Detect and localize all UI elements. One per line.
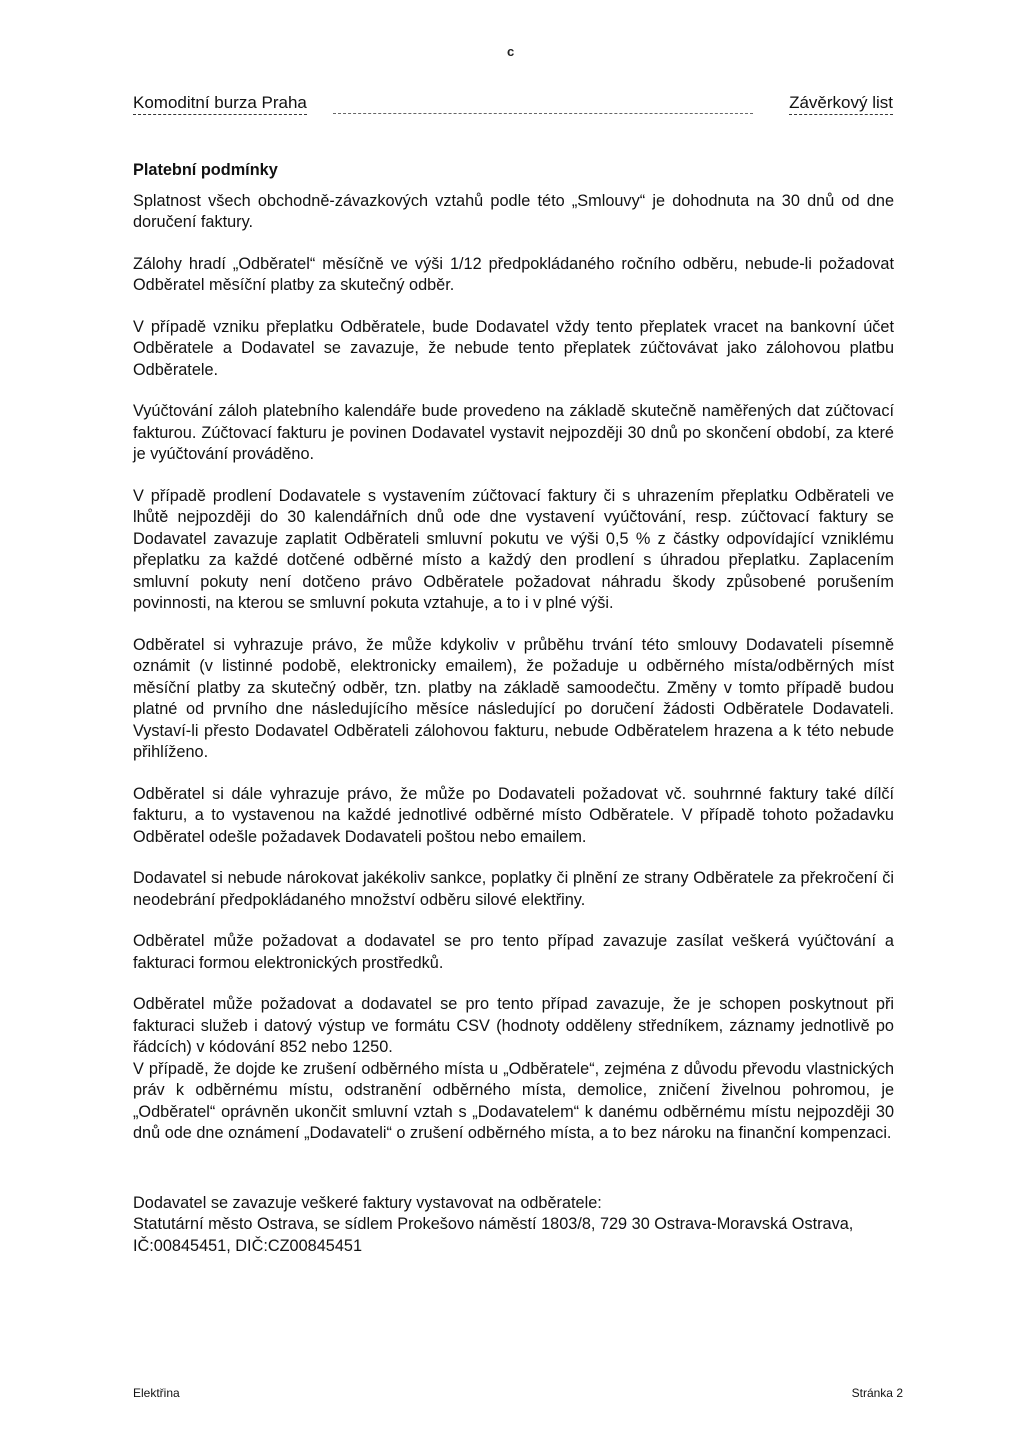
header-left-title: Komoditní burza Praha [133, 93, 307, 115]
paragraph-penalty: V případě prodlení Dodavatele s vystavením zúčtovací faktury či s uhrazením přeplatku Odběrateli ve lhůtě nejpozději do 30 kalendářních dnů ode dne vystavení vyúčtování, resp. zúčtovací faktury se Dodavatel zavazuje zaplatit Odběrateli smluvní pokutu ve výši 0,5 % z částky odpovídající vzniklému přeplatku za každé dotčené odběrné místo a každý den prodlení s úhradou přeplatku. Zaplacením smluvní pokuty není dotčeno právo Odběratele požadovat náhradu škody způsobené porušením povinnosti, na kterou se smluvní pokuta vztahuje, a to i v plné výši. [133, 486, 894, 612]
paragraph-termination: V případě, že dojde ke zrušení odběrného místa u „Odběratele“, zejména z důvodu převodu vlastnických práv k odběrnému místu, odstranění odběrného místa, demolice, zničení živelnou pohromou, je „Odběratel“ oprávněn ukončit smluvní vztah s „Dodavatelem“ k danému odběrnému místu nejpozději 30 dnů ode dne oznámení „Dodavateli“ o zrušení odběrného místa, a to bez nároku na finanční kompenzaci. [133, 1059, 894, 1142]
paragraph-overpayment: V případě vzniku přeplatku Odběratele, bude Dodavatel vždy tento přeplatek vracet na bankovní účet Odběratele a Dodavatel se zavazuje, že nebude tento přeplatek zúčtovávat jako zálohovou platbu Odběratele. [133, 317, 894, 379]
paragraph-monthly-payments: Odběratel si vyhrazuje právo, že může kdykoliv v průběhu trvání této smlouvy Dodavateli písemně oznámit (v listinné podobě, elektronicky emailem), že požaduje u odběrného místa/odběrných míst měsíční platby za skutečný odběr, tzn. platby na základě samoodečtu. Změny v tomto případě budou platné od prvního dne následujícího měsíce následující po doručení žádosti Odběratele Dodavateli. Vystaví-li přesto Dodavatel Odběrateli zálohovou fakturu, nebude Odběratelem hrazena a k této nebude přihlíženo. [133, 635, 894, 761]
paragraph-advances: Zálohy hradí „Odběratel“ měsíčně ve výši 1/12 předpokládaného ročního odběru, nebude-li požadovat Odběratel měsíční platby za skutečný odběr. [133, 254, 894, 294]
paragraph-billing: Vyúčtování záloh platebního kalendáře bude provedeno na základě skutečně naměřených dat zúčtovací fakturou. Zúčtovací fakturu je povinen Dodavatel vystavit nejpozději 30 dnů po skončení období, za které je vyúčtování prováděno. [133, 402, 894, 463]
paragraph-electronic-billing: Odběratel může požadovat a dodavatel se pro tento případ zavazuje zasílat veškerá vyúčtování a fakturaci formou elektronických prostředků. [133, 932, 894, 972]
paragraph-csv-output: Odběratel může požadovat a dodavatel se pro tento případ zavazuje, že je schopen poskytnout při fakturaci služeb i datový výstup ve formátu CSV (hodnoty odděleny středníkem, záznamy jednotlivě po řádcích) v kódování 852 nebo 1250. [133, 995, 894, 1056]
invoice-intro: Dodavatel se zavazuje veškeré faktury vystavovat na odběratele: [133, 1193, 602, 1212]
footer-left: Elektřina [133, 1386, 180, 1400]
footer-page-number: Stránka 2 [851, 1386, 903, 1400]
invoice-address: Statutární město Ostrava, se sídlem Prokešovo náměstí 1803/8, 729 30 Ostrava-Moravská Ostrava, IČ:00845451, DIČ:CZ00845451 [133, 1215, 854, 1255]
page-header [133, 93, 893, 117]
top-mark: c [507, 44, 515, 59]
paragraph-payment-due: Splatnost všech obchodně-závazkových vztahů podle této „Smlouvy“ je dohodnuta na 30 dnů od dne doručení faktury. [133, 191, 894, 231]
section-title: Platební podmínky [133, 161, 278, 179]
header-divider [333, 113, 753, 114]
paragraph-no-sanctions: Dodavatel si nebude nárokovat jakékoliv sankce, poplatky či plnění ze strany Odběratele za překročení či neodebrání předpokládaného množství odběru silové elektřiny. [133, 869, 894, 909]
document-body [133, 160, 894, 1257]
invoice-address-block [133, 1193, 894, 1258]
paragraph-partial-invoice: Odběratel si dále vyhrazuje právo, že může po Dodavateli požadovat vč. souhrnné faktury také dílčí fakturu, a to vystavenou na každé jednotlivé odběrné místo Odběratele. V případě tohoto požadavku Odběratel odešle požadavek Dodavateli poštou nebo emailem. [133, 784, 894, 846]
header-right-title: Závěrkový list [789, 93, 893, 115]
